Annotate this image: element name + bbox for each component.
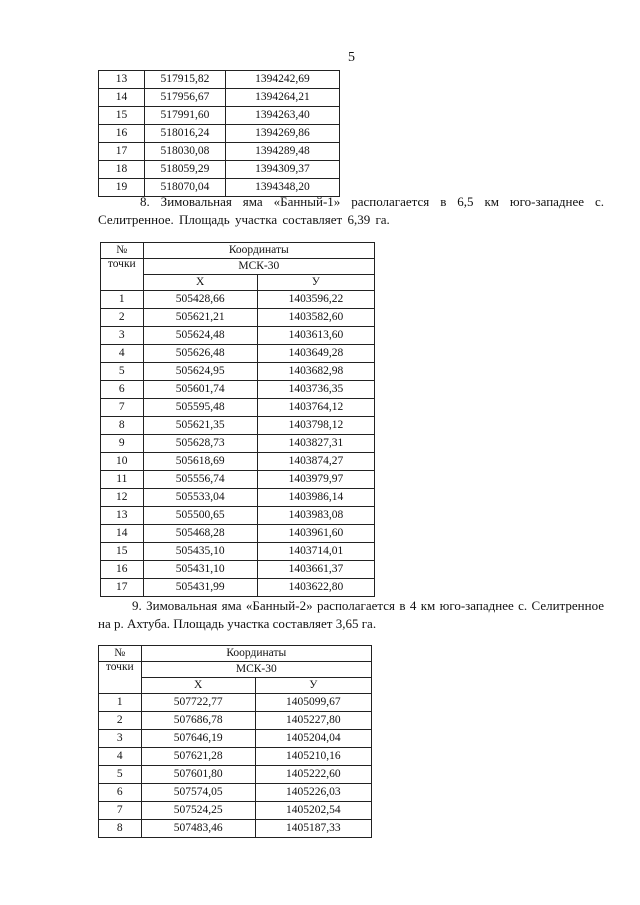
table-row	[101, 471, 375, 489]
x-coordinate-cell: 507646,19	[141, 730, 255, 748]
y-coordinate-cell: 1394289,48	[225, 143, 339, 161]
x-coordinate-cell: 507483,46	[141, 820, 255, 838]
point-number-cell: 5	[99, 766, 142, 784]
point-number-cell: 16	[101, 561, 144, 579]
x-coordinate-cell: 505533,04	[143, 489, 257, 507]
paragraph-banny-1: 8. Зимовальная яма «Банный-1» располагается в 6,5 км юго-западнее с. Селитренное. Площадь участка составляет 6,39 га.	[98, 194, 604, 227]
table-row	[101, 489, 375, 507]
y-coordinate-cell: 1405204,04	[255, 730, 371, 748]
x-coordinate-cell: 505468,28	[143, 525, 257, 543]
x-coordinate-cell: 505626,48	[143, 345, 257, 363]
coordinates-table-banny-1	[100, 242, 375, 597]
coordinates-table-body	[101, 291, 375, 597]
y-coordinate-cell: 1394264,21	[225, 89, 339, 107]
coordinates-table-body	[99, 694, 372, 838]
y-coordinate-cell: 1394348,20	[225, 179, 339, 197]
y-coordinate-cell: 1403983,08	[257, 507, 374, 525]
x-coordinate-cell: 505428,66	[143, 291, 257, 309]
x-coordinate-cell: 517956,67	[144, 89, 225, 107]
table-row	[99, 820, 372, 838]
y-coordinate-cell: 1405226,03	[255, 784, 371, 802]
y-coordinate-cell: 1403582,60	[257, 309, 374, 327]
point-number-cell: 4	[101, 345, 144, 363]
table-row	[101, 345, 375, 363]
x-coordinate-cell: 518070,04	[144, 179, 225, 197]
table-row	[101, 453, 375, 471]
coordinates-table-body	[99, 71, 340, 197]
table-row	[101, 291, 375, 309]
y-coordinate-cell: 1403661,37	[257, 561, 374, 579]
header-point: точки	[101, 259, 144, 291]
x-coordinate-cell: 505624,48	[143, 327, 257, 345]
point-number-cell: 12	[101, 489, 144, 507]
x-coordinate-cell: 505431,99	[143, 579, 257, 597]
y-coordinate-cell: 1403613,60	[257, 327, 374, 345]
y-coordinate-cell: 1394309,37	[225, 161, 339, 179]
x-coordinate-cell: 505431,10	[143, 561, 257, 579]
point-number-cell: 17	[99, 143, 145, 161]
point-number-cell: 11	[101, 471, 144, 489]
y-coordinate-cell: 1403736,35	[257, 381, 374, 399]
table-row	[101, 579, 375, 597]
y-coordinate-cell: 1403764,12	[257, 399, 374, 417]
point-number-cell: 7	[101, 399, 144, 417]
header-coordinate-system: МСК-30	[143, 259, 374, 275]
y-coordinate-cell: 1403596,22	[257, 291, 374, 309]
coordinates-table-header	[99, 646, 372, 694]
point-number-cell: 2	[101, 309, 144, 327]
x-coordinate-cell: 505556,74	[143, 471, 257, 489]
y-coordinate-cell: 1403798,12	[257, 417, 374, 435]
header-x: Х	[141, 678, 255, 694]
x-coordinate-cell: 505621,21	[143, 309, 257, 327]
point-number-cell: 19	[99, 179, 145, 197]
table-row	[101, 561, 375, 579]
point-number-cell: 13	[101, 507, 144, 525]
table-row	[99, 784, 372, 802]
table-row	[99, 712, 372, 730]
point-number-cell: 8	[99, 820, 142, 838]
x-coordinate-cell: 518016,24	[144, 125, 225, 143]
y-coordinate-cell: 1405227,80	[255, 712, 371, 730]
x-coordinate-cell: 505624,95	[143, 363, 257, 381]
coordinates-table-continued	[98, 70, 340, 197]
table-row	[99, 125, 340, 143]
point-number-cell: 18	[99, 161, 145, 179]
y-coordinate-cell: 1403986,14	[257, 489, 374, 507]
point-number-cell: 5	[101, 363, 144, 381]
header-coordinates: Координаты	[143, 243, 374, 259]
x-coordinate-cell: 505601,74	[143, 381, 257, 399]
point-number-cell: 9	[101, 435, 144, 453]
table-row	[99, 802, 372, 820]
y-coordinate-cell: 1405222,60	[255, 766, 371, 784]
point-number-cell: 3	[99, 730, 142, 748]
table-row	[99, 89, 340, 107]
point-number-cell: 3	[101, 327, 144, 345]
point-number-cell: 13	[99, 71, 145, 89]
x-coordinate-cell: 507722,77	[141, 694, 255, 712]
y-coordinate-cell: 1403827,31	[257, 435, 374, 453]
table-row	[101, 525, 375, 543]
table-row	[101, 363, 375, 381]
point-number-cell: 1	[99, 694, 142, 712]
x-coordinate-cell: 517991,60	[144, 107, 225, 125]
table-row	[99, 730, 372, 748]
x-coordinate-cell: 505628,73	[143, 435, 257, 453]
y-coordinate-cell: 1403714,01	[257, 543, 374, 561]
point-number-cell: 14	[99, 89, 145, 107]
y-coordinate-cell: 1403979,97	[257, 471, 374, 489]
point-number-cell: 17	[101, 579, 144, 597]
x-coordinate-cell: 507686,78	[141, 712, 255, 730]
y-coordinate-cell: 1394269,86	[225, 125, 339, 143]
table-row	[101, 507, 375, 525]
y-coordinate-cell: 1403622,80	[257, 579, 374, 597]
header-y: У	[255, 678, 371, 694]
table-row	[99, 161, 340, 179]
header-coordinate-system: МСК-30	[141, 662, 371, 678]
table-row	[99, 748, 372, 766]
point-number-cell: 14	[101, 525, 144, 543]
table-row	[99, 694, 372, 712]
table-row	[101, 417, 375, 435]
header-point: точки	[99, 662, 142, 694]
point-number-cell: 10	[101, 453, 144, 471]
x-coordinate-cell: 518030,08	[144, 143, 225, 161]
point-number-cell: 7	[99, 802, 142, 820]
x-coordinate-cell: 507524,25	[141, 802, 255, 820]
point-number-cell: 2	[99, 712, 142, 730]
table-row	[99, 71, 340, 89]
coordinates-table-header	[101, 243, 375, 291]
coordinates-table-banny-2	[98, 645, 372, 838]
point-number-cell: 6	[99, 784, 142, 802]
header-coordinates: Координаты	[141, 646, 371, 662]
y-coordinate-cell: 1405187,33	[255, 820, 371, 838]
table-row	[101, 327, 375, 345]
x-coordinate-cell: 505500,65	[143, 507, 257, 525]
table-row	[101, 309, 375, 327]
point-number-cell: 8	[101, 417, 144, 435]
y-coordinate-cell: 1405202,54	[255, 802, 371, 820]
header-y: У	[257, 275, 374, 291]
x-coordinate-cell: 505435,10	[143, 543, 257, 561]
table-row	[101, 399, 375, 417]
table-row	[99, 107, 340, 125]
point-number-cell: 16	[99, 125, 145, 143]
header-x: Х	[143, 275, 257, 291]
header-number: №	[99, 646, 142, 662]
y-coordinate-cell: 1403961,60	[257, 525, 374, 543]
header-number: №	[101, 243, 144, 259]
table-row	[99, 143, 340, 161]
paragraph-banny-2: 9. Зимовальная яма «Банный-2» располагается в 4 км юго-западнее с. Селитренное на р. Ахтуба. Площадь участка составляет 3,65 га.	[98, 598, 604, 631]
table-row	[101, 381, 375, 399]
point-number-cell: 1	[101, 291, 144, 309]
point-number-cell: 15	[101, 543, 144, 561]
y-coordinate-cell: 1403649,28	[257, 345, 374, 363]
x-coordinate-cell: 505595,48	[143, 399, 257, 417]
x-coordinate-cell: 507574,05	[141, 784, 255, 802]
page-number: 5	[348, 50, 355, 65]
y-coordinate-cell: 1405099,67	[255, 694, 371, 712]
y-coordinate-cell: 1403874,27	[257, 453, 374, 471]
table-row	[101, 543, 375, 561]
y-coordinate-cell: 1394242,69	[225, 71, 339, 89]
point-number-cell: 4	[99, 748, 142, 766]
x-coordinate-cell: 505618,69	[143, 453, 257, 471]
x-coordinate-cell: 518059,29	[144, 161, 225, 179]
y-coordinate-cell: 1405210,16	[255, 748, 371, 766]
table-row	[99, 766, 372, 784]
point-number-cell: 15	[99, 107, 145, 125]
table-row	[101, 435, 375, 453]
x-coordinate-cell: 517915,82	[144, 71, 225, 89]
y-coordinate-cell: 1394263,40	[225, 107, 339, 125]
x-coordinate-cell: 507601,80	[141, 766, 255, 784]
point-number-cell: 6	[101, 381, 144, 399]
x-coordinate-cell: 505621,35	[143, 417, 257, 435]
x-coordinate-cell: 507621,28	[141, 748, 255, 766]
y-coordinate-cell: 1403682,98	[257, 363, 374, 381]
